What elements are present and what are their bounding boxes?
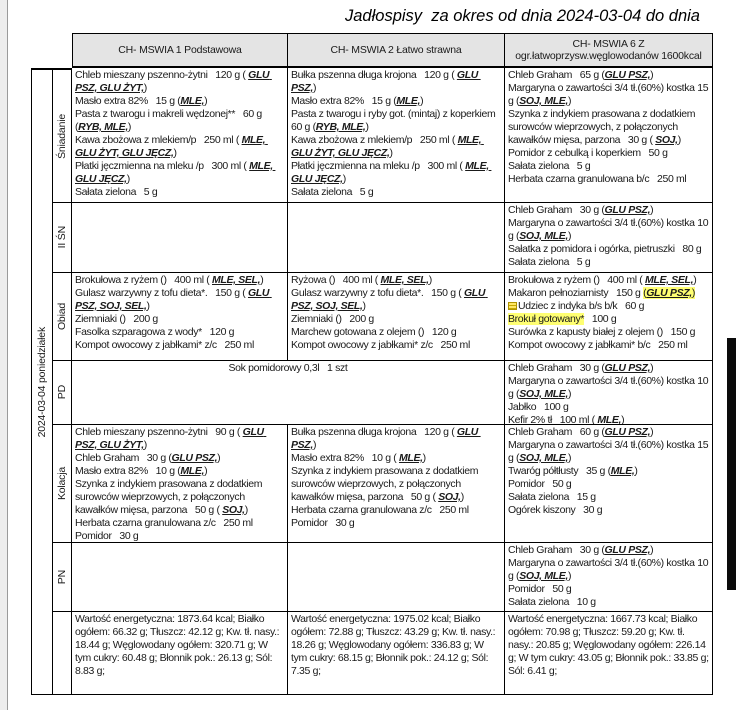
allergen-code: SOJ, MLE,	[519, 230, 568, 242]
menu-item: Chleb Graham 30 g (GLU PSZ,)	[75, 452, 221, 464]
menu-item: Fasolka szparagowa z wody* 120 g	[75, 326, 235, 338]
allergen-code: SOJ, MLE,	[519, 388, 568, 400]
allergen-code: GLU PSZ, SOJ, SEL,	[291, 287, 488, 312]
menu-item: Margaryna o zawartości 3/4 tł.(60%) kostka 15 g (SOJ, MLE,)	[508, 82, 711, 107]
day-label	[31, 68, 53, 695]
menu-cell	[72, 273, 288, 361]
menu-item: Pomidor 50 g	[508, 478, 572, 490]
menu-item: Brokuł gotowany* 100 g	[508, 313, 617, 325]
day-label-text: 2024-03-04 poniedziałek	[36, 326, 48, 438]
meal-label-text: II ŚN	[56, 226, 68, 249]
menu-item: Makaron pełnoziarnisty 150 g (GLU PSZ,)	[508, 287, 696, 299]
allergen-code: MLE, GLU JĘCZ,	[75, 160, 276, 185]
menu-item: Ziemniaki () 200 g	[291, 313, 374, 325]
meal-row-label	[53, 203, 72, 273]
menu-item: Ryżowa () 400 ml ( MLE, SEL,)	[291, 274, 432, 286]
menu-item: Chleb Graham 30 g (GLU PSZ,)	[508, 544, 654, 556]
menu-item: Masło extra 82% 15 g (MLE,)	[75, 95, 208, 107]
allergen-code: MLE,	[597, 414, 622, 425]
menu-item: Kompot owocowy z jabłkami* z/c 250 ml	[75, 339, 254, 351]
menu-item: Masło extra 82% 15 g (MLE,)	[291, 95, 424, 107]
allergen-code: GLU PSZ,	[604, 362, 651, 374]
allergen-code: RYB, MLE,	[78, 121, 128, 133]
diet-header-line: CH- MSWIA 6 Z	[572, 37, 645, 50]
menu-item: Chleb Graham 65 g (GLU PSZ,)	[508, 69, 654, 81]
menu-item: Sałata zielona 5 g	[508, 256, 591, 268]
allergen-code: GLU PSZ,	[171, 452, 218, 464]
nutrition-summary	[505, 612, 713, 695]
allergen-code: GLU PSZ, GLU ŻYT,	[75, 69, 272, 94]
menu-cell	[288, 203, 505, 273]
allergen-code: MLE, GLU ŻYT, GLU JĘCZ,	[75, 134, 268, 159]
menu-item: Płatki jęczmienna na mleku /p 300 ml ( MLE, GLU JĘCZ,)	[291, 160, 492, 185]
menu-item: Marchew gotowana z olejem () 120 g	[291, 326, 457, 338]
meal-row-label	[53, 361, 72, 425]
page-left-margin	[0, 0, 8, 710]
allergen-code: GLU PSZ,	[604, 544, 651, 556]
allergen-code: MLE,	[610, 465, 635, 477]
menu-cell	[288, 425, 505, 543]
menu-item: Szynka z indykiem prasowana z dodatkiem surowców wieprzowych, z połączonych kawałków mięsa, parzona 50 g ( SOJ,)	[291, 465, 481, 503]
meal-row-label	[53, 543, 72, 612]
menu-cell	[72, 68, 288, 203]
nutrition-summary-text: Wartość energetyczna: 1975.02 kcal; Białko ogółem: 72.88 g; Tłuszcz: 43.29 g; Kw. tł. nasy.: 18.26 g; Węglowodany ogółem: 336.83 g; W tym cukry: 68.15 g; Błonnik pok.: 24.12 g; Sól: 7.35 g;	[291, 613, 498, 677]
menu-item: Brokułowa z ryżem () 400 ml ( MLE, SEL,)	[508, 274, 697, 286]
menu-item: Masło extra 82% 10 g ( MLE,)	[291, 452, 426, 464]
menu-cell	[505, 543, 713, 612]
diet-header-line: CH- MSWIA 2 Łatwo strawna	[330, 43, 462, 56]
menu-item: Masło extra 82% 10 g (MLE,)	[75, 465, 208, 477]
meal-label-text: Śniadanie	[56, 113, 68, 159]
allergen-code: SOJ,	[438, 491, 461, 503]
menu-item: Szynka z indykiem prasowana z dodatkiem surowców wieprzowych, z połączonych kawałków mięsa, parzona 50 g ( SOJ,)	[75, 478, 265, 516]
menu-cell	[72, 543, 288, 612]
menu-item: Margaryna o zawartości 3/4 tł.(60%) kostka 10 g (SOJ, MLE,)	[508, 217, 711, 242]
menu-item: Chleb Graham 30 g (GLU PSZ,)	[508, 362, 654, 374]
allergen-code: GLU PSZ,	[291, 69, 481, 94]
menu-cell	[505, 361, 713, 425]
menu-item: Ziemniaki () 200 g	[75, 313, 158, 325]
menu-item: Chleb mieszany pszenno-żytni 90 g ( GLU PSZ, GLU ŻYT,)	[75, 426, 267, 451]
menu-item: Margaryna o zawartości 3/4 tł.(60%) kostka 15 g (SOJ, MLE,)	[508, 439, 711, 464]
nutrition-summary-text: Wartość energetyczna: 1873.64 kcal; Białko ogółem: 66.32 g; Tłuszcz: 42.12 g; Kw. tł. nasy.: 18.44 g; Węglowodany ogółem: 320.71 g; W tym cukry: 60.48 g; Błonnik pok.: 26.13 g; Sól: 8.83 g;	[75, 613, 282, 677]
allergen-code: MLE, SEL,	[645, 274, 694, 286]
menu-item: Szynka z indykiem prasowana z dodatkiem surowców wieprzowych, z połączonych kawałków mięsa, parzona 30 g ( SOJ,)	[508, 108, 698, 146]
allergen-code: GLU PSZ,	[291, 426, 481, 451]
menu-cell	[72, 203, 288, 273]
menu-item: Pomidor z cebulką i koperkiem 50 g	[508, 147, 668, 159]
allergen-code: GLU PSZ,	[646, 287, 692, 299]
menu-item: Sok pomidorowy 0,3l 1 szt	[228, 362, 348, 374]
menu-cell	[505, 68, 713, 203]
menu-item: Gulasz warzywny z tofu dieta*. 150 g ( GLU PSZ, SOJ, SEL,)	[75, 287, 272, 312]
menu-item: Sałata zielona 15 g	[508, 491, 596, 503]
menu-cell	[505, 203, 713, 273]
meal-label-text: Obiad	[56, 302, 68, 331]
allergen-code: MLE,	[180, 465, 205, 477]
menu-cell	[505, 273, 713, 361]
menu-item: Chleb mieszany pszenno-żytni 120 g ( GLU PSZ, GLU ŻYT,)	[75, 69, 272, 94]
menu-item: Herbata czarna granulowana b/c 250 ml	[508, 173, 687, 185]
allergen-code: SOJ, MLE,	[519, 570, 568, 582]
diet-header-line: CH- MSWIA 1 Podstawowa	[118, 43, 242, 56]
allergen-code: GLU PSZ,	[604, 204, 651, 216]
allergen-code: MLE,	[398, 452, 423, 464]
allergen-code: MLE,	[180, 95, 205, 107]
comment-flag-icon	[508, 302, 517, 310]
menu-item: Ogórek kiszony 30 g	[508, 504, 603, 516]
menu-item: Kawa zbożowa z mlekiem/p 250 ml ( MLE, GLU ŻYT, GLU JĘCZ,)	[291, 134, 484, 159]
diet-column-header	[505, 33, 713, 68]
menu-cell	[288, 543, 505, 612]
allergen-code: GLU PSZ, SOJ, SEL,	[75, 287, 272, 312]
menu-item: Sałatka z pomidora i ogórka, pietruszki 80 g	[508, 243, 702, 255]
menu-item: Kawa zbożowa z mlekiem/p 250 ml ( MLE, GLU ŻYT, GLU JĘCZ,)	[75, 134, 268, 159]
meal-row-label	[53, 273, 72, 361]
menu-item: Udziec z indyka b/s b/k 60 g	[508, 300, 709, 313]
allergen-code: GLU PSZ, GLU ŻYT,	[75, 426, 267, 451]
allergen-code: MLE, SEL,	[380, 274, 429, 286]
meal-row-label	[53, 425, 72, 543]
menu-item: Pasta z twarogu i makreli wędzonej** 60 g (RYB, MLE,)	[75, 108, 265, 133]
menu-item: Kompot owocowy z jabłkami* z/c 250 ml	[291, 339, 470, 351]
highlighted-text: (	[643, 287, 647, 299]
highlighted-text: Brokuł gotowany*	[508, 313, 585, 325]
diet-column-header	[288, 33, 505, 68]
menu-item: Bułka pszenna długa krojona 120 g ( GLU PSZ,)	[291, 69, 481, 94]
nutrition-summary-text: Wartość energetyczna: 1667.73 kcal; Białko ogółem: 70.98 g; Tłuszcz: 59.20 g; Kw. tł. nasy.: 20.85 g; Węglowodany ogółem: 226.14 g; W tym cukry: 43.05 g; Błonnik pok.: 33.85 g; Sól: 6.41 g;	[508, 613, 712, 677]
menu-item: Chleb Graham 60 g (GLU PSZ,)	[508, 426, 654, 438]
meal-label-text: Kolacja	[56, 466, 68, 501]
menu-item: Jabłko 100 g	[508, 401, 569, 413]
menu-item: Brokułowa z ryżem () 400 ml ( MLE, SEL,)	[75, 274, 264, 286]
allergen-code: GLU PSZ,	[604, 69, 651, 81]
allergen-code: SOJ, MLE,	[519, 95, 568, 107]
page-title: Jadłospisy za okres od dnia 2024-03-04 do dnia	[345, 7, 700, 25]
empty-cell	[53, 612, 72, 695]
nutrition-summary	[72, 612, 288, 695]
menu-item: Margaryna o zawartości 3/4 tł.(60%) kostka 10 g (SOJ, MLE,)	[508, 557, 711, 582]
menu-item: Kefir 2% tł 100 ml ( MLE,)	[508, 414, 625, 425]
menu-cell	[72, 361, 505, 425]
allergen-code: SOJ,	[655, 134, 678, 146]
allergen-code: RYB, MLE,	[315, 121, 366, 133]
allergen-code: MLE, GLU ŻYT, GLU JĘCZ,	[291, 134, 484, 159]
allergen-code: SOJ,	[222, 504, 245, 516]
nutrition-summary	[288, 612, 505, 695]
meal-label-text: PD	[56, 385, 68, 400]
meal-label-text: PN	[56, 569, 68, 585]
allergen-code: MLE,	[396, 95, 421, 107]
menu-item: Margaryna o zawartości 3/4 tł.(60%) kostka 10 g (SOJ, MLE,)	[508, 375, 711, 400]
diet-column-header	[72, 33, 288, 68]
allergen-code: SOJ, MLE,	[519, 452, 568, 464]
menu-item: Pomidor 30 g	[75, 530, 139, 542]
menu-item: Chleb Graham 30 g (GLU PSZ,)	[508, 204, 654, 216]
menu-item: Herbata czarna granulowana z/c 250 ml	[291, 504, 469, 516]
right-edge-bar	[727, 338, 736, 590]
menu-item: Kompot owocowy z jabłkami* b/c 250 ml	[508, 339, 688, 351]
allergen-code: MLE, GLU JĘCZ,	[291, 160, 492, 185]
menu-cell	[505, 425, 713, 543]
allergen-code: MLE, SEL,	[212, 274, 261, 286]
meal-row-label	[53, 68, 72, 203]
menu-item: Gulasz warzywny z tofu dieta*. 150 g ( GLU PSZ, SOJ, SEL,)	[291, 287, 488, 312]
menu-item: Pasta z twarogu i ryby got. (mintaj) z koperkiem 60 g (RYB, MLE,)	[291, 108, 504, 133]
menu-cell	[288, 273, 505, 361]
menu-item: Sałata zielona 5 g	[291, 186, 374, 198]
menu-item: Pomidor 50 g	[508, 583, 572, 595]
menu-item: Płatki jęczmienna na mleku /p 300 ml ( MLE, GLU JĘCZ,)	[75, 160, 276, 185]
menu-cell	[288, 68, 505, 203]
allergen-code: GLU PSZ,	[604, 426, 651, 438]
menu-item: Bułka pszenna długa krojona 120 g ( GLU PSZ,)	[291, 426, 481, 451]
highlighted-text: )	[691, 287, 696, 299]
menu-item: Pomidor 30 g	[291, 517, 355, 529]
menu-item: Surówka z kapusty białej z olejem () 150 g	[508, 326, 696, 338]
menu-table	[31, 33, 713, 695]
menu-item: Sałata zielona 5 g	[508, 160, 591, 172]
menu-item: Herbata czarna granulowana z/c 250 ml	[75, 517, 253, 529]
menu-item: Sałata zielona 5 g	[75, 186, 158, 198]
menu-cell	[72, 425, 288, 543]
menu-item: Twaróg półtłusty 35 g (MLE,)	[508, 465, 638, 477]
diet-header-line: ogr.łatwoprzysw.węglowodanów 1600kcal	[515, 50, 702, 62]
menu-item: Sałata zielona 10 g	[508, 596, 596, 608]
